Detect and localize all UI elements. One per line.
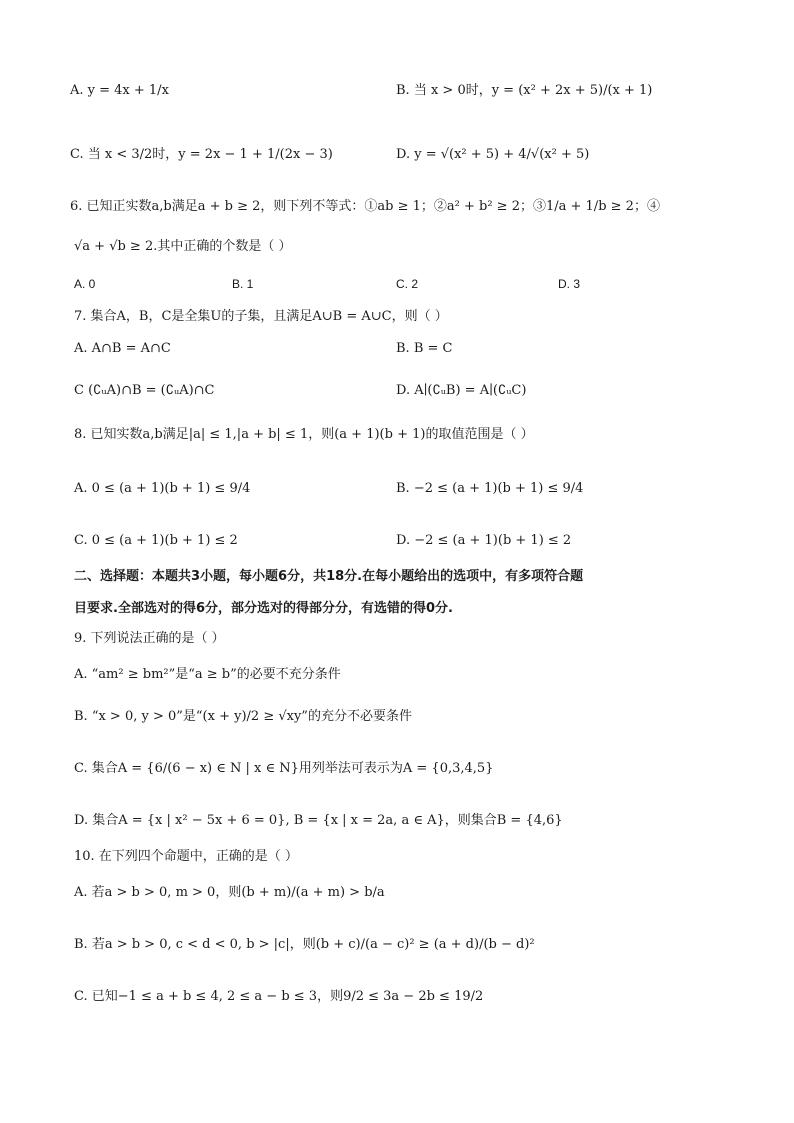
q8-option-b: B. −2 ≤ (a + 1)(b + 1) ≤ 9/4 bbox=[396, 481, 584, 496]
q5-option-c: C. 当 x < 3/2时，y = 2x − 1 + 1/(2x − 3) bbox=[70, 147, 333, 162]
q6-option-d: D. 3 bbox=[558, 277, 581, 291]
q5-option-b: B. 当 x > 0时，y = (x² + 2x + 5)/(x + 1) bbox=[396, 83, 653, 98]
q7-option-b: B. B = C bbox=[396, 341, 453, 356]
q10-option-a: A. 若a > b > 0, m > 0，则(b + m)/(a + m) > b/a bbox=[74, 885, 385, 900]
q6-option-c: C. 2 bbox=[396, 277, 419, 291]
q8-stem: 8. 已知实数a,b满足|a| ≤ 1,|a + b| ≤ 1，则(a + 1)(b + 1)的取值范围是（ ） bbox=[74, 427, 534, 442]
q5-option-d: D. y = √(x² + 5) + 4/√(x² + 5) bbox=[396, 147, 590, 162]
q7-option-a: A. A∩B = A∩C bbox=[74, 341, 171, 356]
q6-option-b: B. 1 bbox=[232, 277, 254, 291]
q10-stem: 10. 在下列四个命题中，正确的是（ ） bbox=[74, 849, 298, 864]
q8-option-a: A. 0 ≤ (a + 1)(b + 1) ≤ 9/4 bbox=[74, 481, 251, 496]
q9-stem: 9. 下列说法正确的是（ ） bbox=[74, 631, 225, 646]
q6-stem-line2: √a + √b ≥ 2.其中正确的个数是（ ） bbox=[74, 239, 292, 254]
q9-option-c: C. 集合A = {6/(6 − x) ∈ N | x ∈ N}用列举法可表示为A = {0,3,4,5} bbox=[74, 761, 494, 776]
q10-option-c: C. 已知−1 ≤ a + b ≤ 4, 2 ≤ a − b ≤ 3，则9/2 ≤ 3a − 2b ≤ 19/2 bbox=[74, 989, 484, 1004]
q8-option-c: C. 0 ≤ (a + 1)(b + 1) ≤ 2 bbox=[74, 533, 238, 548]
q10-option-b: B. 若a > b > 0, c < d < 0, b > |c|，则(b + c)/(a − c)² ≥ (a + d)/(b − d)² bbox=[74, 937, 535, 952]
q7-option-d: D. A∣(∁ᵤB) = A∣(∁ᵤC) bbox=[396, 383, 527, 398]
q6-stem-line1: 6. 已知正实数a,b满足a + b ≥ 2，则下列不等式：①ab ≥ 1；②a² + b² ≥ 2；③1/a + 1/b ≥ 2；④ bbox=[70, 199, 660, 214]
q5-option-a: A. y = 4x + 1/x bbox=[70, 83, 169, 98]
q7-stem: 7. 集合A，B，C是全集U的子集，且满足A∪B = A∪C，则（ ） bbox=[74, 309, 448, 324]
q6-option-a: A. 0 bbox=[74, 277, 96, 291]
q7-option-c: C (∁ᵤA)∩B = (∁ᵤA)∩C bbox=[74, 383, 215, 398]
q9-option-d: D. 集合A = {x | x² − 5x + 6 = 0}, B = {x | x = 2a, a ∈ A}，则集合B = {4,6} bbox=[74, 813, 563, 828]
q8-option-d: D. −2 ≤ (a + 1)(b + 1) ≤ 2 bbox=[396, 533, 572, 548]
q9-option-b: B. “x > 0, y > 0”是“(x + y)/2 ≥ √xy”的充分不必要条件 bbox=[74, 709, 412, 724]
section2-heading-line2: 目要求.全部选对的得6分，部分选对的得部分分，有选错的得0分. bbox=[74, 601, 453, 616]
q9-option-a: A. “am² ≥ bm²”是“a ≥ b”的必要不充分条件 bbox=[74, 667, 341, 682]
section2-heading-line1: 二、选择题：本题共3小题，每小题6分，共18分.在每小题给出的选项中，有多项符合题 bbox=[74, 569, 584, 584]
